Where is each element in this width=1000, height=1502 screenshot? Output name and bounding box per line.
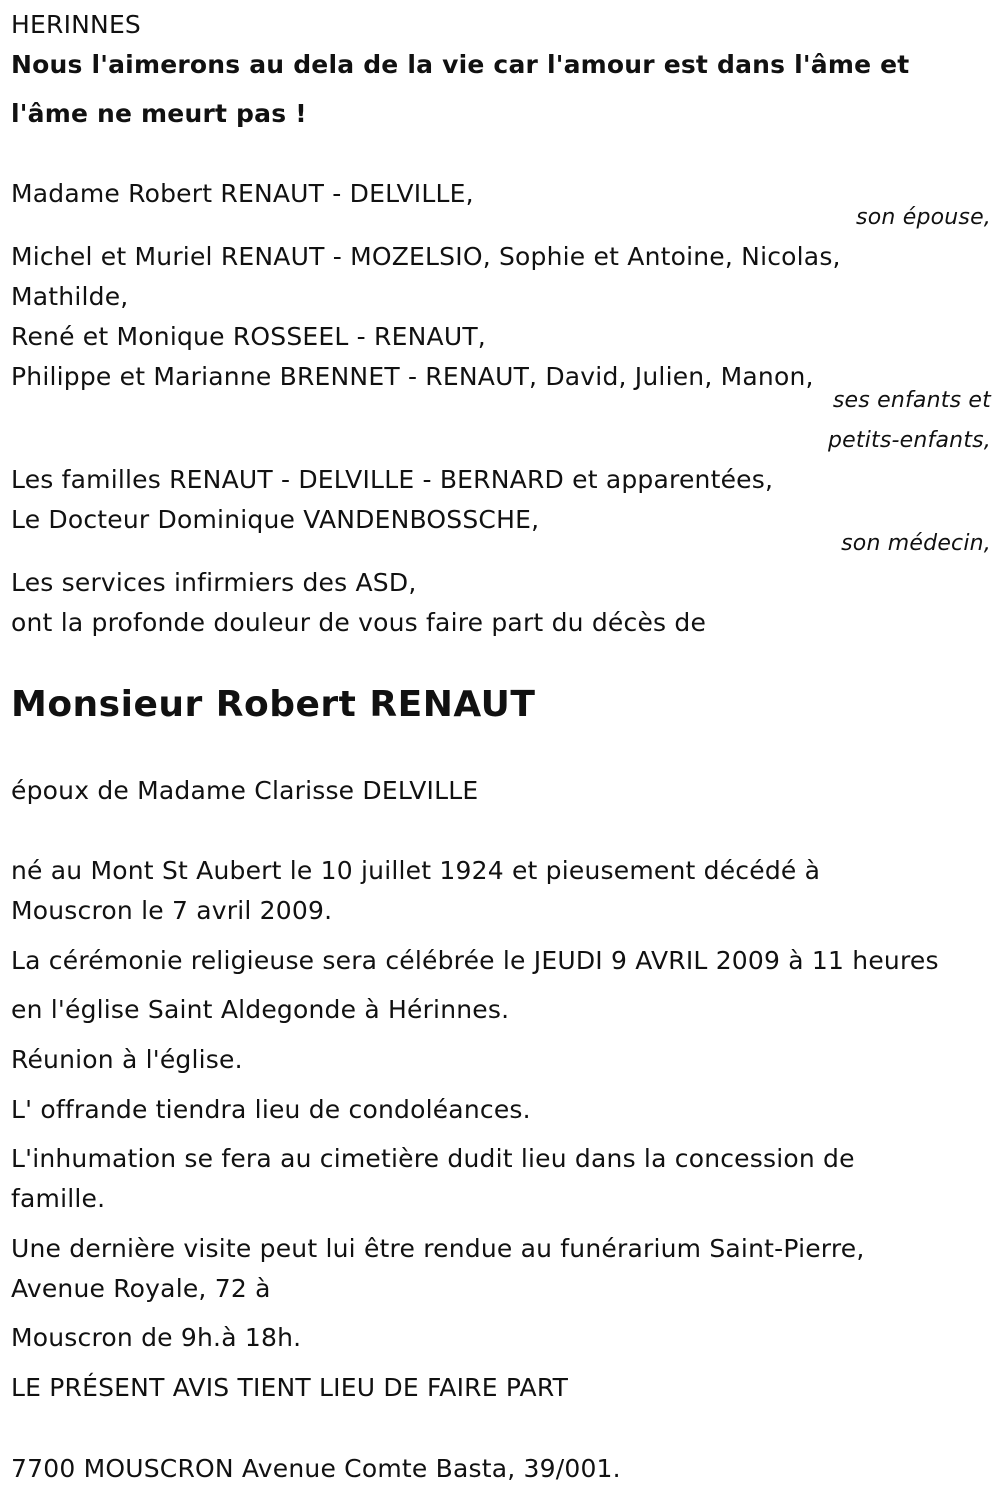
children-role-line-1: ses enfants et — [832, 388, 991, 413]
visit-line-3: Mouscron de 9h.à 18h. — [11, 1323, 302, 1352]
obituary-notice — [11, 0, 991, 1502]
burial-line-1: L'inhumation se fera au cimetière dudit lieu dans la concession de — [11, 1144, 855, 1173]
quote-line-2: l'âme ne meurt pas ! — [11, 99, 307, 128]
wife-role: son épouse, — [856, 205, 991, 230]
visit-line-2: Avenue Royale, 72 à — [11, 1274, 271, 1303]
meeting-line: Réunion à l'église. — [11, 1045, 243, 1074]
nurses-line: Les services infirmiers des ASD, — [11, 568, 417, 597]
children-line-1: Michel et Muriel RENAUT - MOZELSIO, Sophie et Antoine, Nicolas, — [11, 242, 841, 271]
deceased-name: Monsieur Robert RENAUT — [11, 684, 536, 725]
announce-line: ont la profonde douleur de vous faire part du décès de — [11, 608, 707, 637]
children-line-2: Mathilde, — [11, 282, 129, 311]
children-role-line-2: petits-enfants, — [828, 428, 991, 453]
children-line-3: René et Monique ROSSEEL - RENAUT, — [11, 322, 486, 351]
wife-name: Madame Robert RENAUT - DELVILLE, — [11, 179, 474, 208]
doctor-role: son médecin, — [841, 531, 991, 556]
notice-line: LE PRÉSENT AVIS TIENT LIEU DE FAIRE PART — [11, 1373, 569, 1402]
location-heading: HERINNES — [11, 10, 142, 39]
burial-line-2: famille. — [11, 1184, 106, 1213]
address-line: 7700 MOUSCRON Avenue Comte Basta, 39/001. — [11, 1454, 621, 1483]
ceremony-line-1: La cérémonie religieuse sera célébrée le JEUDI 9 AVRIL 2009 à 11 heures — [11, 946, 939, 975]
visit-line-1: Une dernière visite peut lui être rendue au funérarium Saint-Pierre, — [11, 1234, 865, 1263]
families-line: Les familles RENAUT - DELVILLE - BERNARD et apparentées, — [11, 465, 774, 494]
doctor-line: Le Docteur Dominique VANDENBOSSCHE, — [11, 505, 540, 534]
children-line-4: Philippe et Marianne BRENNET - RENAUT, David, Julien, Manon, — [11, 362, 814, 391]
born-line-1: né au Mont St Aubert le 10 juillet 1924 et pieusement décédé à — [11, 856, 821, 885]
spouse-line: époux de Madame Clarisse DELVILLE — [11, 776, 479, 805]
offering-line: L' offrande tiendra lieu de condoléances. — [11, 1095, 531, 1124]
born-line-2: Mouscron le 7 avril 2009. — [11, 896, 333, 925]
quote-line-1: Nous l'aimerons au dela de la vie car l'amour est dans l'âme et — [11, 50, 910, 79]
ceremony-line-2: en l'église Saint Aldegonde à Hérinnes. — [11, 995, 510, 1024]
